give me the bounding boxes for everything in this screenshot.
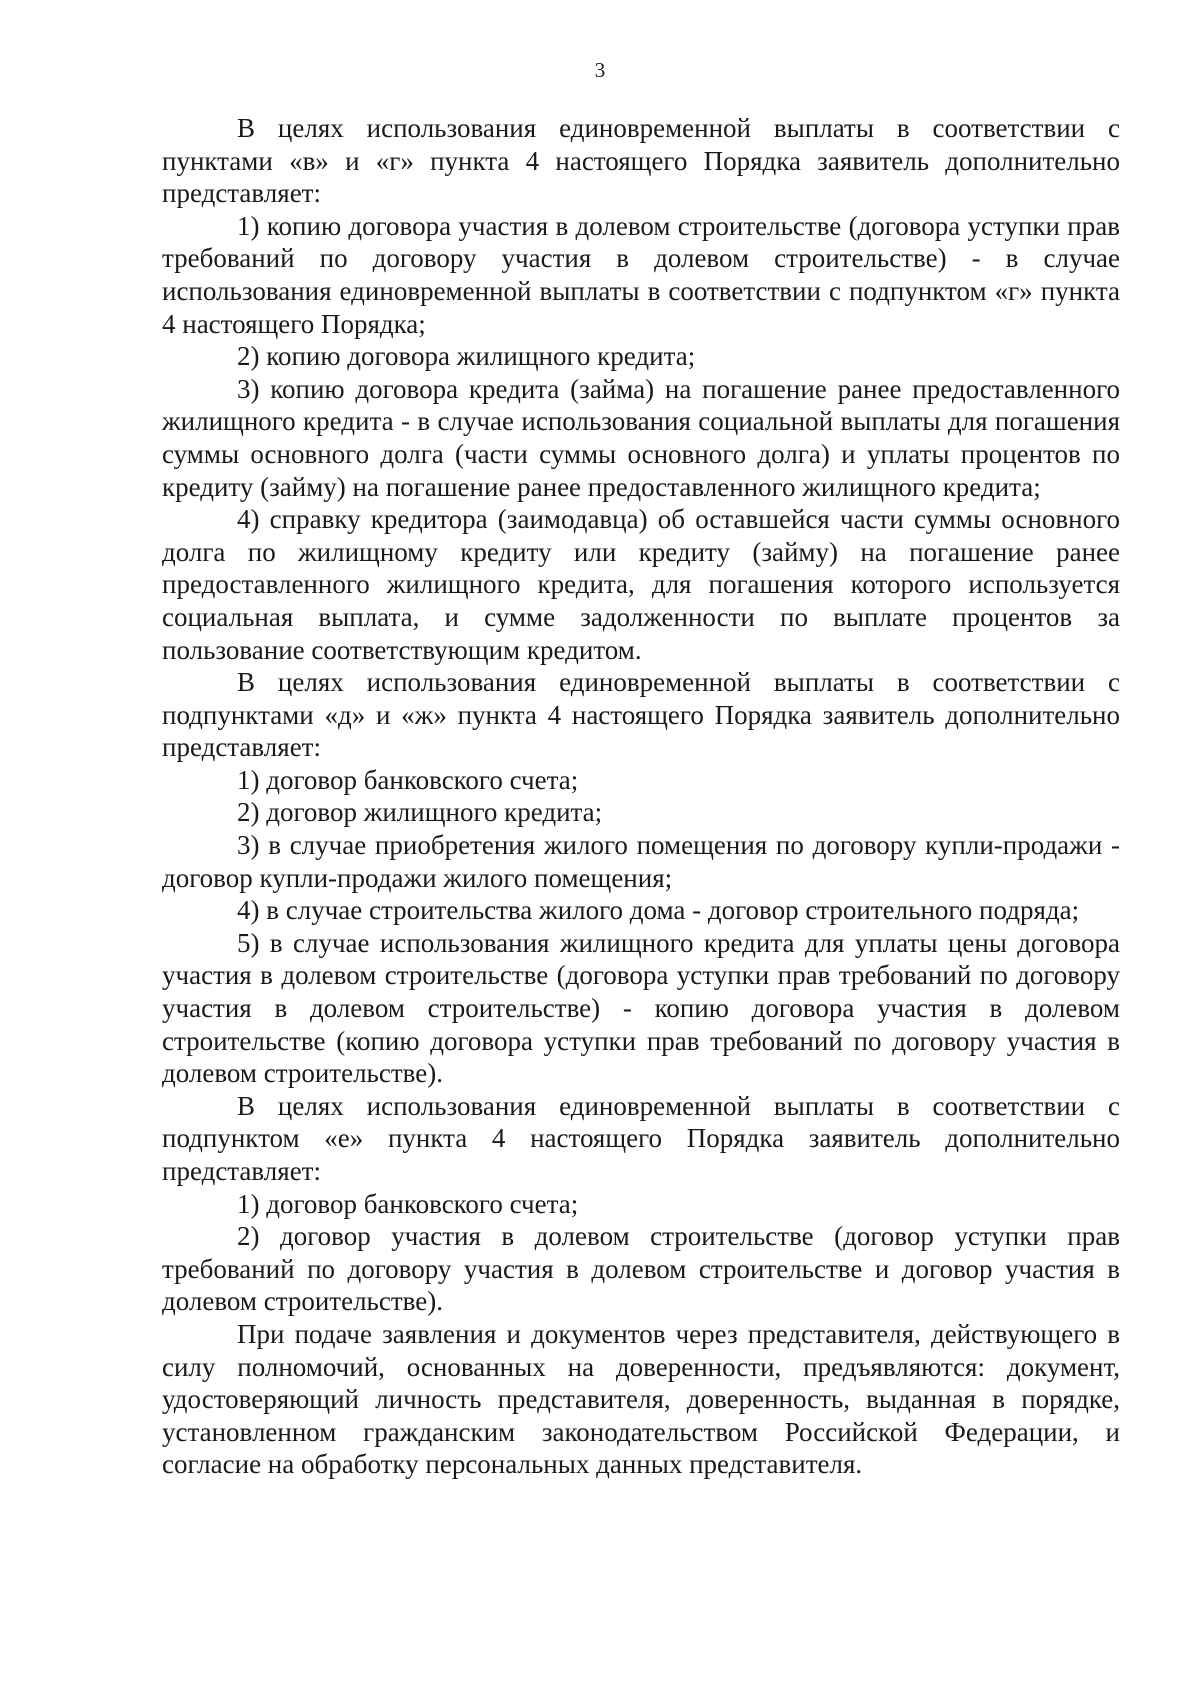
list-item: 3) в случае приобретения жилого помещения по договору купли-продажи - договор купли-продажи жилого помещения;	[162, 830, 1120, 893]
list-item: 2) копию договора жилищного кредита;	[237, 341, 696, 372]
list-item: 2) договор жилищного кредита;	[237, 797, 603, 828]
list-item: 2) договор участия в долевом строительстве (договор уступки прав требований по договору участия в долевом строительстве и договор участия в долевом строительстве).	[162, 1221, 1120, 1317]
paragraph-intro-e: В целях использования единовременной выплаты в соответствии с подпунктом «е» пункта 4 настоящего Порядка заявитель дополнительно представляет:	[162, 1090, 1120, 1186]
list-item: 1) договор банковского счета;	[237, 764, 579, 795]
document-body	[162, 112, 1120, 1481]
list-item: 3) копию договора кредита (займа) на погашение ранее предоставленного жилищного кредита - в случае использования социальной выплаты для погашения суммы основного долга (части суммы основного долга) и уплаты процентов по кредиту (займу) на погашение ранее предоставленного жилищного кредита;	[162, 373, 1120, 502]
list-item: 5) в случае использования жилищного кредита для уплаты цены договора участия в долевом строительстве (договора уступки прав требований по договору участия в долевом строительстве) - копию договора участия в долевом строительстве (копию договора уступки прав требований по договору участия в долевом строительстве).	[162, 927, 1120, 1089]
paragraph-representative: При подаче заявления и документов через представителя, действующего в силу полномочий, основанных на доверенности, предъявляются: документ, удостоверяющий личность представителя, доверенность, выданная в порядке, установленном гражданским законодательством Российской Федерации, и согласие на обработку персональных данных представителя.	[162, 1318, 1120, 1480]
page-number: 3	[594, 58, 606, 82]
paragraph-intro-v-g: В целях использования единовременной выплаты в соответствии с пунктами «в» и «г» пункта 4 настоящего Порядка заявитель дополнительно представляет:	[162, 113, 1120, 209]
list-item: 4) справку кредитора (заимодавца) об оставшейся части суммы основного долга по жилищному кредиту или кредиту (займу) на погашение ранее предоставленного жилищного кредита, для погашения которого используется социальная выплата, и сумме задолженности по выплате процентов за пользование соответствующим кредитом.	[162, 504, 1120, 665]
list-item: 4) в случае строительства жилого дома - договор строительного подряда;	[237, 895, 1080, 926]
list-item: 1) договор банковского счета;	[237, 1188, 579, 1219]
list-item: 1) копию договора участия в долевом строительстве (договора уступки прав требований по договору участия в долевом строительстве) - в случае использования единовременной выплаты в соответствии с подпунктом «г» пункта 4 настоящего Порядка;	[162, 210, 1120, 339]
paragraph-intro-d-zh: В целях использования единовременной выплаты в соответствии с подпунктами «д» и «ж» пункта 4 настоящего Порядка заявитель дополнительно представляет:	[162, 667, 1120, 763]
